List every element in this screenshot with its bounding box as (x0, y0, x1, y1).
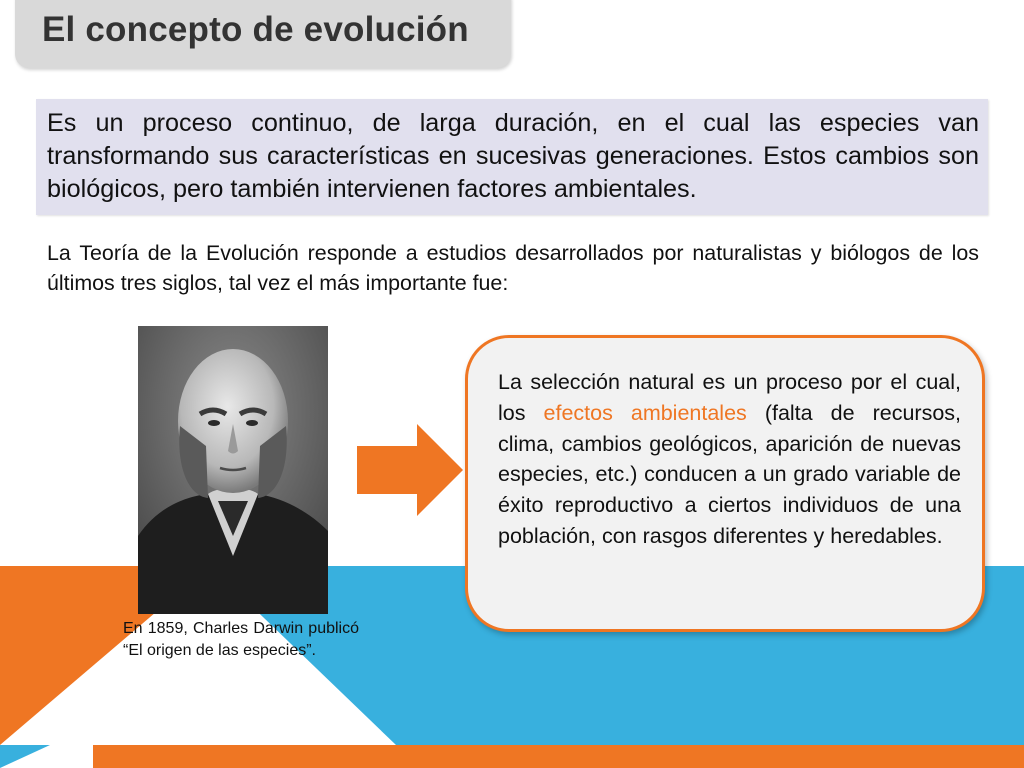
intro-paragraph: La Teoría de la Evolución responde a estudios desarrollados por naturalistas y biólogos de los últimos tres siglos, tal vez el más importante fue: (47, 241, 979, 295)
callout-text (498, 367, 961, 552)
darwin-portrait (138, 326, 328, 614)
callout-text-part1: La selección natural es un proceso por el cual, los (498, 370, 961, 425)
callout-text-part2: (falta de recursos, clima, cambios geológicos, aparición de nuevas especies, etc.) conducen a un grado variable de éxito reproductivo a ciertos individuos de una población, con rasgos diferentes y heredables. (498, 400, 961, 548)
portrait-caption: En 1859, Charles Darwin publicó “El origen de las especies”. (123, 620, 359, 659)
slide-title: El concepto de evolución (42, 10, 469, 49)
orange-bottom-bar (93, 745, 1024, 768)
callout-highlight: efectos ambientales (543, 400, 747, 425)
arrow-right-icon (357, 424, 467, 516)
definition-text: Es un proceso continuo, de larga duración, en el cual las especies van transformando sus características en sucesivas generaciones. Estos cambios son biológicos, pero también intervienen factores ambientales. (47, 109, 979, 203)
blue-corner-shape (0, 745, 50, 768)
